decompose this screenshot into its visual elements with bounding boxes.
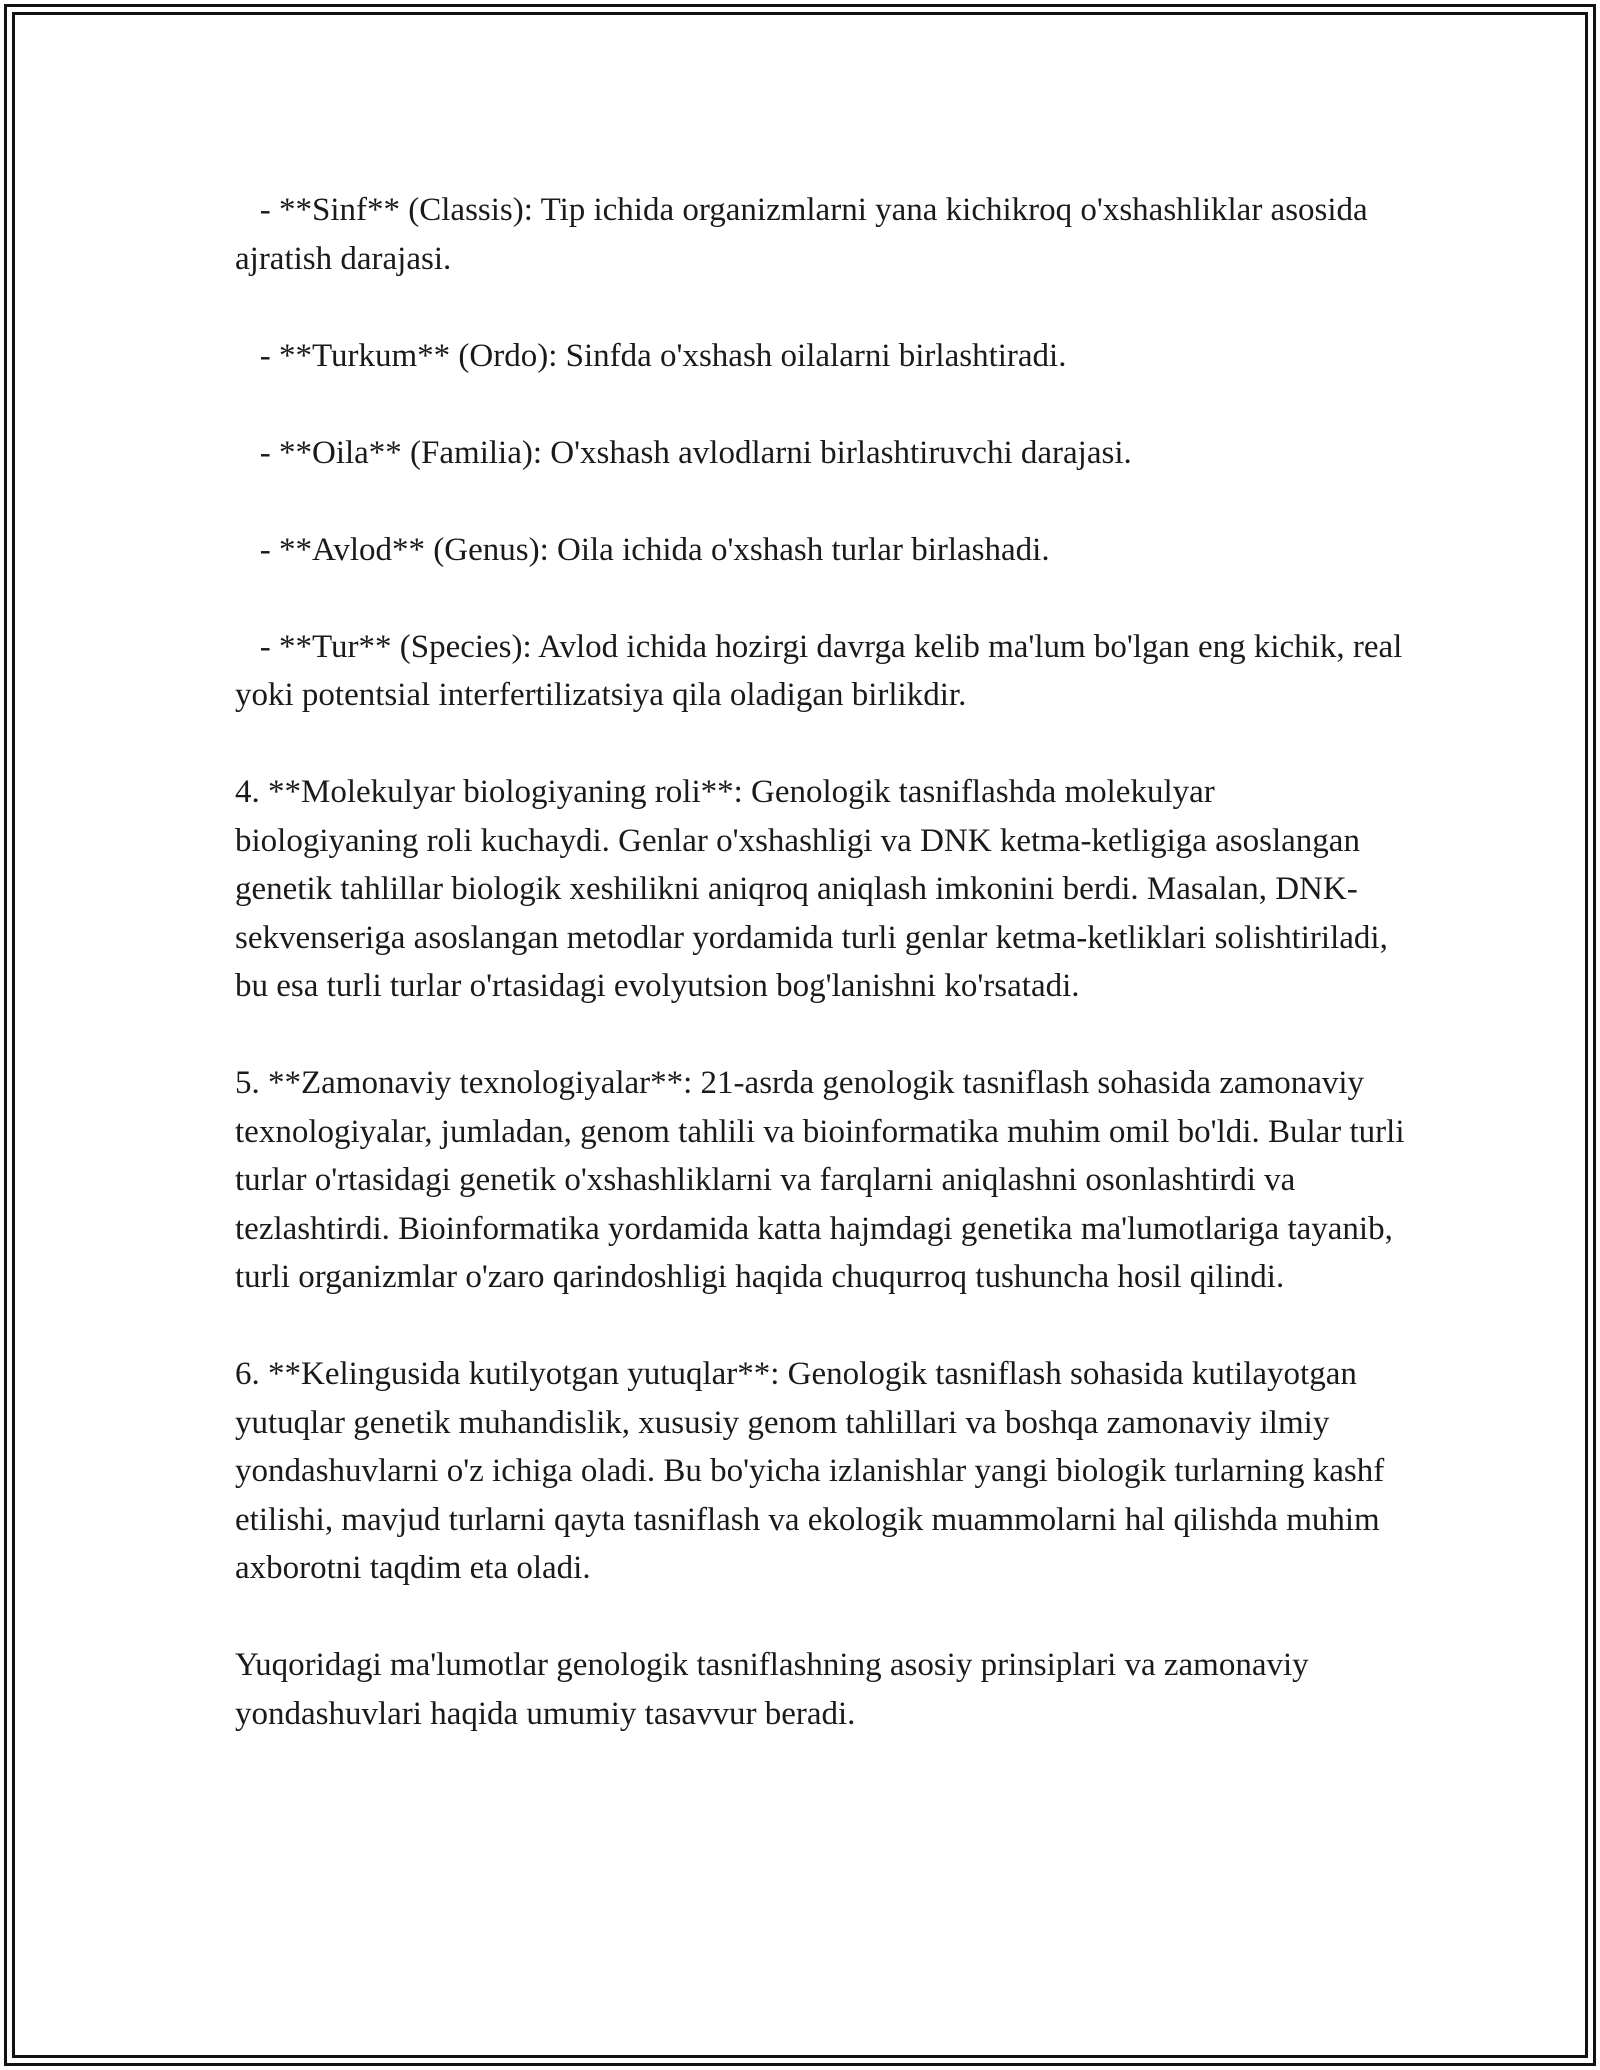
paragraph-tur: - **Tur** (Species): Avlod ichida hozirgi davrga kelib ma'lum bo'lgan eng kichik, real yoki potentsial interfertilizatsiya qila oladigan birlikdir. [235, 628, 1411, 713]
paragraph-zamonaviy-texnologiyalar: 5. **Zamonaviy texnologiyalar**: 21-asrda genologik tasniflash sohasida zamonaviy texnologiyalar, jumladan, genom tahlili va bioinformatika muhim omil bo'ldi. Bular turli turlar o'rtasidagi genetik o'xshashliklarni va farqlarni aniqlashni osonlashtirdi va tezlashtirdi. Bioinformatika yordamida katta hajmdagi genetika ma'lumotlariga tayanib, turli organizmlar o'zaro qarindoshligi haqida chuqurroq tushuncha hosil qilindi. [235, 1065, 1413, 1295]
paragraph-avlod: - **Avlod** (Genus): Oila ichida o'xshash turlar birlashadi. [235, 531, 1050, 568]
paragraph-conclusion: Yuqoridagi ma'lumotlar genologik tasniflashning asosiy prinsiplari va zamonaviy yondashuvlari haqida umumiy tasavvur beradi. [235, 1647, 1317, 1732]
document-body [235, 186, 1413, 1738]
paragraph-sinf: - **Sinf** (Classis): Tip ichida organizmlarni yana kichikroq o'xshashliklar asosida ajratish darajasi. [235, 192, 1376, 277]
paragraph-turkum: - **Turkum** (Ordo): Sinfda o'xshash oilalarni birlashtiradi. [235, 337, 1067, 374]
paragraph-oila: - **Oila** (Familia): O'xshash avlodlarni birlashtiruvchi darajasi. [235, 434, 1132, 471]
paragraph-molekulyar-biologiya: 4. **Molekulyar biologiyaning roli**: Genologik tasniflashda molekulyar biologiyaning roli kuchaydi. Genlar o'xshashligi va DNK ketma-ketligiga asoslangan genetik tahlillar biologik xeshilikni aniqroq aniqlash imkonini berdi. Masalan, DNK-sekvenseriga asoslangan metodlar yordamida turli genlar ketma-ketliklari solishtiriladi, bu esa turli turlar o'rtasidagi evolyutsion bog'lanishni ko'rsatadi. [235, 774, 1397, 1004]
paragraph-kutilyotgan-yutuqlar: 6. **Kelingusida kutilyotgan yutuqlar**: Genologik tasniflash sohasida kutilayotgan yutuqlar genetik muhandislik, xususiy genom tahlillari va boshqa zamonaviy ilmiy yondashuvlarni o'z ichiga oladi. Bu bo'yicha izlanishlar yangi biologik turlarning kashf etilishi, mavjud turlarni qayta tasniflash va ekologik muammolarni hal qilishda muhim axborotni taqdim eta oladi. [235, 1356, 1393, 1586]
